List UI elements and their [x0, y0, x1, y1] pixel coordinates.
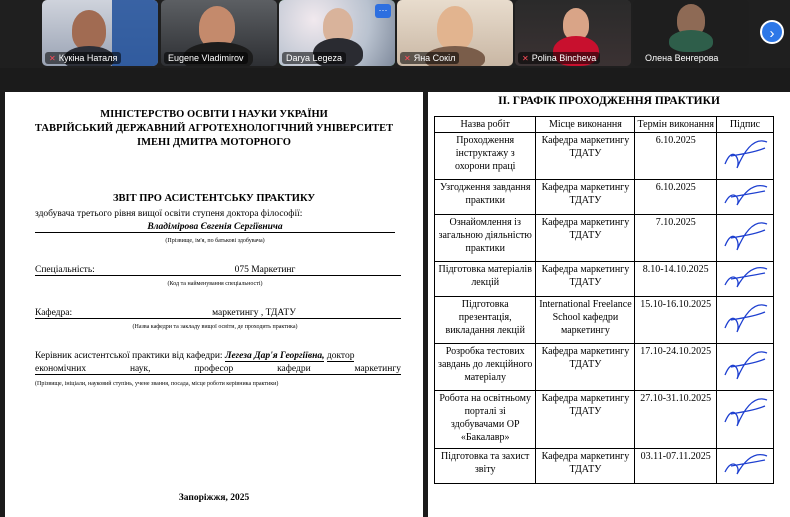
signature-icon — [719, 134, 771, 174]
report-title-page — [5, 92, 423, 517]
schedule-title: ІІ. ГРАФІК ПРОХОДЖЕННЯ ПРАКТИКИ — [498, 95, 720, 107]
specialty-label: Спеціальність: — [35, 265, 129, 276]
specialty-value: 075 Маркетинг — [129, 265, 401, 276]
participant-strip — [0, 0, 790, 68]
table-row — [435, 133, 774, 180]
place-cell: Кафедра маркетингу ТДАТУ — [536, 133, 635, 180]
task-cell: Проходження інструктажу з охорони праці — [435, 133, 536, 180]
signature-cell — [716, 344, 773, 391]
participant-avatar — [437, 6, 473, 50]
place-cell: Кафедра маркетингу ТДАТУ — [536, 262, 635, 297]
task-cell: Узгодження завдання практики — [435, 180, 536, 215]
header-signature: Підпис — [716, 117, 773, 133]
mic-muted-icon: ✕ — [404, 53, 411, 63]
report-title: ЗВІТ ПРО АСИСТЕНТСЬКУ ПРАКТИКУ — [112, 193, 316, 204]
table-row — [435, 262, 774, 297]
task-cell: Робота на освітньому порталі зі здобувачами ОР «Бакалавр» — [435, 391, 536, 449]
supervisor-details: економічних наук, професор кафедри маркетингу — [35, 364, 401, 374]
participant-label: Darya Legeza — [282, 52, 346, 64]
signature-icon — [719, 345, 771, 385]
place-cell: Кафедра маркетингу ТДАТУ — [536, 215, 635, 262]
task-cell: Підготовка та захист звіту — [435, 449, 536, 484]
signature-cell — [716, 215, 773, 262]
table-row — [435, 180, 774, 215]
participant-tile[interactable] — [161, 0, 277, 66]
participant-tile-active[interactable] — [279, 0, 395, 66]
term-cell: 7.10.2025 — [635, 215, 717, 262]
term-cell: 6.10.2025 — [635, 133, 717, 180]
term-cell: 15.10-16.10.2025 — [635, 297, 717, 344]
place-cell: Кафедра маркетингу ТДАТУ — [536, 344, 635, 391]
task-cell: Ознайомлення із загальною діяльністю практики — [435, 215, 536, 262]
department-caption: (Назва кафедри та закладу вищої освіти, де проходить практика) — [132, 324, 298, 330]
more-options-button[interactable]: ··· — [375, 4, 391, 18]
participant-tile[interactable] — [397, 0, 513, 66]
table-header-row — [435, 117, 774, 133]
table-row — [435, 215, 774, 262]
ministry-line: МІНІСТЕРСТВО ОСВІТИ І НАУКИ УКРАЇНИ — [100, 109, 328, 120]
applicant-line: здобувача третього рівня вищої освіти ступеня доктора філософії: — [35, 209, 303, 219]
term-cell: 6.10.2025 — [635, 180, 717, 215]
place-cell: Кафедра маркетингу ТДАТУ — [536, 449, 635, 484]
applicant-caption: (Прізвище, ім'я, по батькові здобувача) — [165, 238, 265, 244]
supervisor-line: Керівник асистентської практики від кафедри: Легеза Дар'я Георгіївна, доктор — [35, 351, 355, 361]
participant-tile[interactable] — [633, 0, 749, 66]
place-cell: International Freelance School кафедри маркетингу — [536, 297, 635, 344]
participant-avatar — [72, 10, 106, 50]
table-row — [435, 297, 774, 344]
applicant-name: Владімірова Євгенія Сергіївнича — [35, 222, 395, 233]
header-term: Термін виконання — [635, 117, 717, 133]
participant-label: ✕ Кукіна Наталя — [45, 52, 121, 64]
participant-body — [669, 30, 713, 52]
supervisor-caption: (Прізвище, ініціали, науковий ступінь, учене звання, посада, місце роботи керівника практики) — [35, 381, 279, 387]
signature-cell — [716, 297, 773, 344]
schedule-table — [434, 116, 774, 484]
place-cell: Кафедра маркетингу ТДАТУ — [536, 180, 635, 215]
term-cell: 17.10-24.10.2025 — [635, 344, 717, 391]
schedule-page — [428, 92, 790, 517]
table-row — [435, 344, 774, 391]
signature-cell — [716, 180, 773, 215]
signature-icon — [719, 216, 771, 256]
signature-icon — [719, 450, 771, 478]
department-value: маркетингу , ТДАТУ — [107, 308, 401, 319]
signature-icon — [719, 392, 771, 432]
task-cell: Підготовка матеріалів лекцій — [435, 262, 536, 297]
term-cell: 8.10-14.10.2025 — [635, 262, 717, 297]
table-row — [435, 391, 774, 449]
department-label: Кафедра: — [35, 308, 107, 319]
signature-icon — [719, 263, 771, 291]
signature-cell — [716, 391, 773, 449]
participant-tile[interactable] — [515, 0, 631, 66]
mic-muted-icon: ✕ — [49, 53, 56, 63]
participant-label: ✕ Яна Сокіл — [400, 52, 459, 64]
header-place: Місце виконання — [536, 117, 635, 133]
specialty-caption: (Код та найменування спеціальності) — [167, 281, 263, 287]
next-participants-button[interactable]: › — [760, 20, 784, 44]
participant-label: ✕ Polina Bincheva — [518, 52, 600, 64]
term-cell: 03.11-07.11.2025 — [635, 449, 717, 484]
university-line: ТАВРІЙСЬКИЙ ДЕРЖАВНИЙ АГРОТЕХНОЛОГІЧНИЙ УНІВЕРСИТЕТ — [34, 123, 394, 134]
task-cell: Підготовка презентація, викладання лекцій — [435, 297, 536, 344]
participant-tile[interactable] — [42, 0, 158, 66]
signature-icon — [719, 181, 771, 209]
signature-cell — [716, 133, 773, 180]
signature-cell — [716, 262, 773, 297]
mic-muted-icon: ✕ — [522, 53, 529, 63]
signature-cell — [716, 449, 773, 484]
header-task: Назва робіт — [435, 117, 536, 133]
signature-icon — [719, 298, 771, 338]
place-cell: Кафедра маркетингу ТДАТУ — [536, 391, 635, 449]
task-cell: Розробка тестових завдань до лекційного матеріалу — [435, 344, 536, 391]
participant-label: Олена Венгерова — [645, 53, 719, 63]
supervisor-name: Легеза Дар'я Георгіївна, — [224, 351, 325, 361]
city-year: Запоріжжя, 2025 — [178, 493, 250, 503]
ministry-header — [5, 108, 423, 150]
university-name-line: ІМЕНІ ДМИТРА МОТОРНОГО — [137, 137, 291, 148]
table-row — [435, 449, 774, 484]
term-cell: 27.10-31.10.2025 — [635, 391, 717, 449]
participant-label: Eugene Vladimirov — [164, 52, 248, 64]
